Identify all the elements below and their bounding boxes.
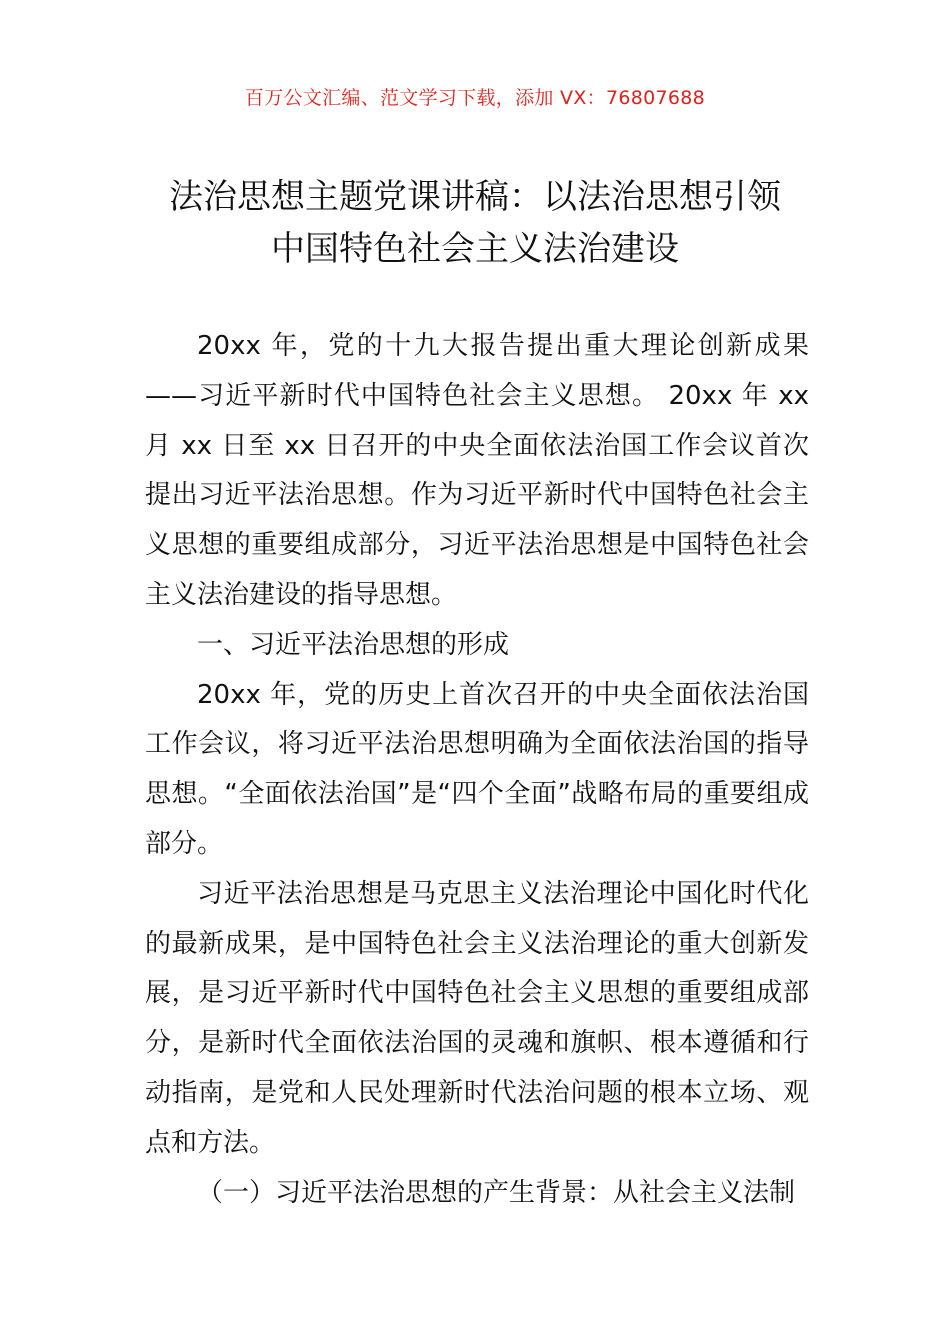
paragraph-significance: 习近平法治思想是马克思主义法治理论中国化时代化的最新成果，是中国特色社会主义法治理论的重大创新发展，是习近平新时代中国特色社会主义思想的重要组成部分，是新时代全面依法治国的灵魂和旗帜、根本遵循和行动指南，是党和人民处理新时代法治问题的根本立场、观点和方法。	[145, 878, 809, 1158]
title-line-2: 中国特色社会主义法治建设	[271, 229, 679, 269]
document-title	[140, 171, 810, 275]
section-heading-1: 一、习近平法治思想的形成	[197, 629, 510, 660]
paragraph-intro: 20xx 年，党的十九大报告提出重大理论创新成果——习近平新时代中国特色社会主义思想。 20xx 年 xx 月 xx 日至 xx 日召开的中央全面依法治国工作会议首次提出习近平法治思想。作为习近平新时代中国特色社会主义思想的重要组成部分，习近平法治思想是中国特色社会主义法治建设的指导思想。	[145, 331, 809, 610]
header-watermark-note: 百万公文汇编、范文学习下载，添加 VX：76807688	[244, 87, 706, 109]
subsection-heading-1: （一）习近平法治思想的产生背景：从社会主义法制	[197, 1177, 796, 1208]
document-body	[145, 322, 809, 1218]
title-line-1: 法治思想主题党课讲稿：以法治思想引领	[169, 177, 781, 217]
paragraph-conference: 20xx 年，党的历史上首次召开的中央全面依法治国工作会议，将习近平法治思想明确为全面依法治国的指导思想。“全面依法治国”是“四个全面”战略布局的重要组成部分。	[145, 679, 809, 859]
